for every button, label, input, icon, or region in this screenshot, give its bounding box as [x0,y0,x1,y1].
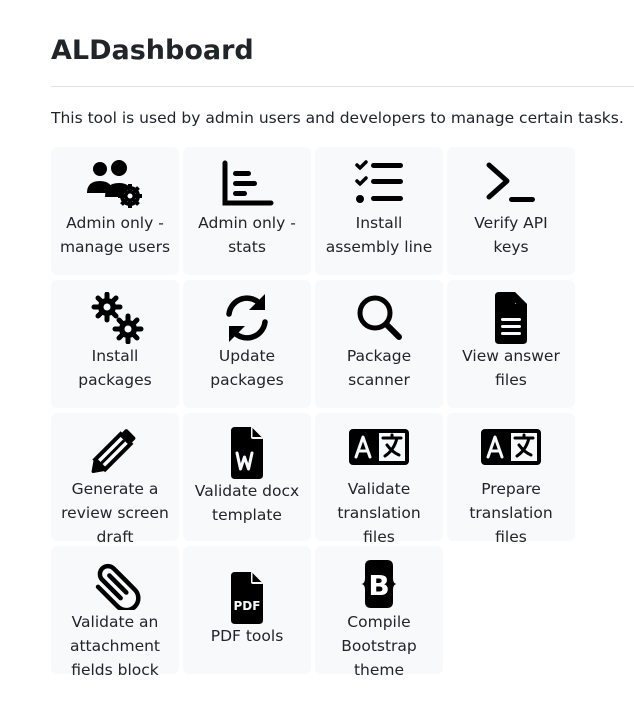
list-check-icon [347,159,411,211]
tool-label: Admin only - stats [198,214,296,256]
file-pdf-icon [215,572,279,624]
tool-label: PDF tools [210,627,284,645]
tool-label: Compile Bootstrap theme [341,613,417,679]
tool-label: Prepare translation files [469,480,553,546]
magnifying-glass-icon [347,292,411,344]
tool-card-compile-bootstrap[interactable] [315,546,443,679]
tool-card-stats[interactable] [183,147,311,275]
tool-label: View answer files [462,347,560,389]
tool-card-verify-api-keys[interactable] [447,147,575,275]
tool-card-install-packages[interactable] [51,280,179,408]
file-word-icon [215,427,279,479]
gears-icon [83,292,147,344]
svg-text:B: B [368,569,390,602]
language-icon [479,425,543,477]
tool-label: Verify API keys [474,214,548,256]
tool-card-validate-attachment[interactable] [51,546,179,679]
language-icon [347,425,411,477]
tool-card-view-answer-files[interactable] [447,280,575,408]
paperclip-icon [83,558,147,610]
tool-label: Install assembly line [325,214,433,256]
chart-bars-icon [215,159,279,211]
tool-card-pdf-tools[interactable] [183,546,311,674]
tool-card-package-scanner[interactable] [315,280,443,408]
tool-label: Package scanner [346,347,412,389]
tool-card-manage-users[interactable] [51,147,179,275]
tool-card-prepare-translation[interactable] [447,413,575,546]
tool-label: Install packages [78,347,152,389]
users-gear-icon [83,159,147,211]
tool-label: Validate docx template [194,482,300,524]
pencil-icon [83,425,147,477]
refresh-icon [215,292,279,344]
tool-card-install-assembly-line[interactable] [315,147,443,275]
tool-card-generate-review-screen[interactable] [51,413,179,546]
terminal-icon [479,159,543,211]
tools-grid [51,147,575,679]
tool-label: Validate translation files [337,480,421,546]
tool-card-validate-docx[interactable] [183,413,311,541]
svg-text:PDF: PDF [233,599,261,613]
tool-label: Validate an attachment fields block [69,613,161,679]
tool-label: Update packages [210,347,284,389]
bootstrap-icon [347,558,411,610]
tool-card-validate-translation[interactable] [315,413,443,546]
intro-text: This tool is used by admin users and developers to manage certain tasks. [51,109,624,127]
tool-label: Admin only - manage users [59,214,171,256]
file-lines-icon [479,292,543,344]
tool-card-update-packages[interactable] [183,280,311,408]
tool-label: Generate a review screen draft [61,480,169,546]
title-divider [51,86,634,87]
page-title: ALDashboard [51,35,254,66]
